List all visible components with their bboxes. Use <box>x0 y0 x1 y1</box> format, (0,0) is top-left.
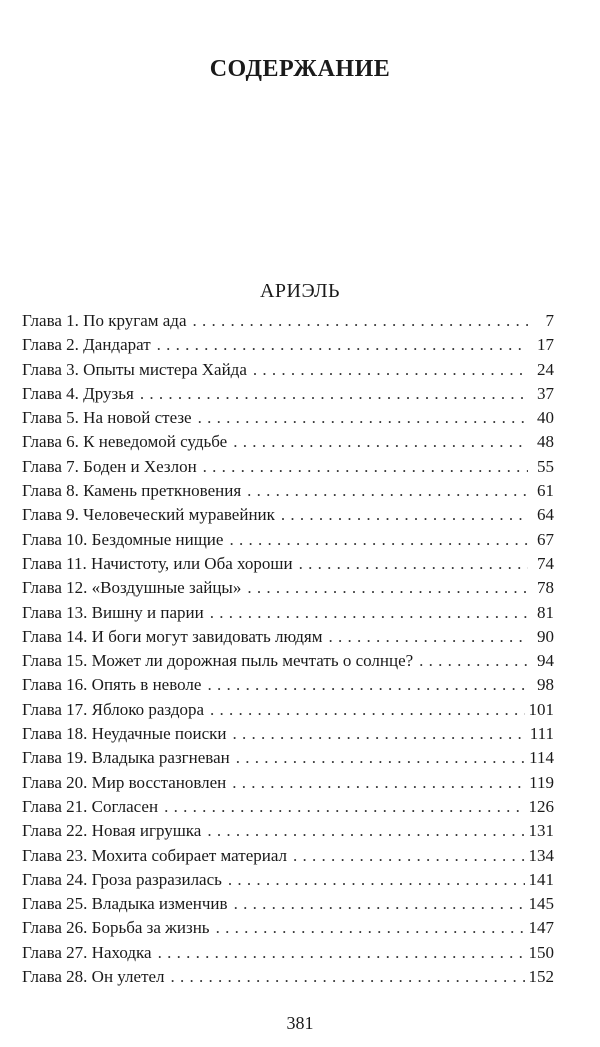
toc-leader-dots <box>329 625 528 649</box>
toc-entry-page: 24 <box>537 359 554 379</box>
toc-entry <box>22 455 554 479</box>
toc-entry <box>22 406 554 430</box>
toc-leader-dots <box>419 649 528 673</box>
toc-entry-title: Глава 17. Яблоко раздора <box>22 699 205 719</box>
toc-entry-title: Глава 27. Находка <box>22 942 152 962</box>
page-number: 381 <box>286 1013 314 1033</box>
toc-entry-page: 7 <box>545 311 554 330</box>
toc-entry <box>22 698 554 722</box>
toc-entry-title: Глава 10. Бездомные нищие <box>22 529 224 549</box>
toc-entry-page: 81 <box>537 602 554 622</box>
toc-entry-page: 40 <box>537 408 554 428</box>
toc-entry-page: 74 <box>537 553 554 573</box>
toc-leader-dots <box>203 455 528 479</box>
toc-leader-dots <box>164 795 524 819</box>
toc-entry <box>22 625 554 649</box>
toc-leader-dots <box>293 844 524 868</box>
toc-leader-dots <box>228 868 525 892</box>
toc-entry-title: Глава 16. Опять в неволе <box>22 675 202 695</box>
toc-entry-page: 17 <box>537 335 554 355</box>
toc-entry <box>22 430 554 454</box>
toc-entry-title: Глава 19. Владыка разгневан <box>22 748 230 768</box>
toc-entry-title: Глава 5. На новой стезе <box>22 408 192 428</box>
toc-entry <box>22 892 554 916</box>
toc-entry-page: 111 <box>529 724 554 744</box>
toc-entry <box>22 844 554 868</box>
toc-entry-title: Глава 21. Согласен <box>22 796 159 816</box>
toc-leader-dots <box>281 503 528 527</box>
toc-leader-dots <box>157 333 528 357</box>
toc-entry-page: 94 <box>537 651 554 671</box>
toc-entry-title: Глава 18. Неудачные поиски <box>22 724 227 744</box>
toc-leader-dots <box>210 698 524 722</box>
toc-entry <box>22 649 554 673</box>
toc-entry-page: 90 <box>537 626 554 646</box>
toc-entry-page: 67 <box>537 529 554 549</box>
toc-entry-title: Глава 25. Владыка изменчив <box>22 894 228 914</box>
toc-entry-title: Глава 12. «Воздушные зайцы» <box>22 578 242 598</box>
toc-entry-title: Глава 8. Камень преткновения <box>22 481 242 501</box>
toc-entry-page: 98 <box>537 675 554 695</box>
toc-entry-page: 101 <box>528 699 554 719</box>
toc-entry <box>22 795 554 819</box>
toc-leader-dots <box>247 576 528 600</box>
toc-entry-page: 48 <box>537 432 554 452</box>
toc-entry-title: Глава 24. Гроза разразилась <box>22 869 222 889</box>
toc-entry <box>22 746 554 770</box>
toc-entry-title: Глава 28. Он улетел <box>22 967 165 987</box>
toc-entry-title: Глава 26. Борьба за жизнь <box>22 918 210 938</box>
toc-entry <box>22 601 554 625</box>
toc-entry-title: Глава 3. Опыты мистера Хайда <box>22 359 247 379</box>
toc-entry-title: Глава 13. Вишну и парии <box>22 602 204 622</box>
section-title: АРИЭЛЬ <box>259 280 340 302</box>
toc-leader-dots <box>158 941 525 965</box>
page-title: СОДЕРЖАНИЕ <box>209 56 391 82</box>
toc-entry-title: Глава 2. Дандарат <box>22 335 151 355</box>
toc-entry <box>22 941 554 965</box>
toc-entry-page: 150 <box>528 942 554 962</box>
toc-leader-dots <box>216 916 525 940</box>
toc-entry-title: Глава 11. Начистоту, или Оба хороши <box>22 553 293 573</box>
toc-entry <box>22 358 554 382</box>
toc-entry <box>22 576 554 600</box>
toc-entry-title: Глава 15. Может ли дорожная пыль мечтать о солнце? <box>22 651 414 671</box>
toc-entry-title: Глава 1. По кругам ада <box>22 311 187 330</box>
toc-entry-page: 141 <box>528 869 554 889</box>
toc-entry-page: 134 <box>528 845 554 865</box>
toc-entry <box>22 382 554 406</box>
toc-leader-dots <box>207 673 528 697</box>
toc-entry <box>22 965 554 989</box>
toc-entry <box>22 916 554 940</box>
toc-leader-dots <box>193 309 528 333</box>
toc-leader-dots <box>299 552 528 576</box>
table-of-contents <box>22 309 554 989</box>
toc-leader-dots <box>247 479 528 503</box>
toc-entry <box>22 552 554 576</box>
toc-entry <box>22 309 554 333</box>
toc-entry-page: 119 <box>529 772 554 792</box>
toc-leader-dots <box>236 746 525 770</box>
toc-leader-dots <box>229 528 528 552</box>
toc-entry-page: 145 <box>528 894 554 914</box>
toc-entry <box>22 722 554 746</box>
toc-leader-dots <box>234 892 525 916</box>
toc-entry <box>22 673 554 697</box>
toc-entry-title: Глава 6. К неведомой судьбе <box>22 432 228 452</box>
toc-leader-dots <box>198 406 528 430</box>
toc-entry <box>22 503 554 527</box>
toc-leader-dots <box>207 819 524 843</box>
toc-entry-page: 114 <box>529 748 554 768</box>
toc-leader-dots <box>233 430 528 454</box>
toc-entry-title: Глава 22. Новая игрушка <box>22 821 202 841</box>
toc-entry-page: 152 <box>528 967 554 987</box>
toc-entry <box>22 479 554 503</box>
toc-leader-dots <box>253 358 528 382</box>
toc-entry <box>22 819 554 843</box>
toc-leader-dots <box>171 965 525 989</box>
toc-entry <box>22 771 554 795</box>
toc-leader-dots <box>232 722 525 746</box>
toc-entry-title: Глава 9. Человеческий муравейник <box>22 505 275 525</box>
toc-entry-title: Глава 20. Мир восстановлен <box>22 772 227 792</box>
toc-entry <box>22 528 554 552</box>
toc-entry-page: 131 <box>528 821 554 841</box>
toc-entry-title: Глава 14. И боги могут завидовать людям <box>22 626 323 646</box>
toc-leader-dots <box>232 771 525 795</box>
toc-entry-title: Глава 7. Боден и Хезлон <box>22 456 197 476</box>
toc-entry-page: 37 <box>537 383 554 403</box>
toc-entry-page: 147 <box>528 918 554 938</box>
toc-entry-page: 61 <box>537 481 554 501</box>
toc-entry-page: 64 <box>537 505 554 525</box>
toc-entry <box>22 868 554 892</box>
toc-entry-page: 126 <box>528 796 554 816</box>
toc-entry-page: 78 <box>537 578 554 598</box>
toc-leader-dots <box>140 382 528 406</box>
toc-entry-page: 55 <box>537 456 554 476</box>
toc-leader-dots <box>210 601 528 625</box>
toc-entry <box>22 333 554 357</box>
toc-entry-title: Глава 23. Мохита собирает материал <box>22 845 288 865</box>
toc-entry-title: Глава 4. Друзья <box>22 383 134 403</box>
